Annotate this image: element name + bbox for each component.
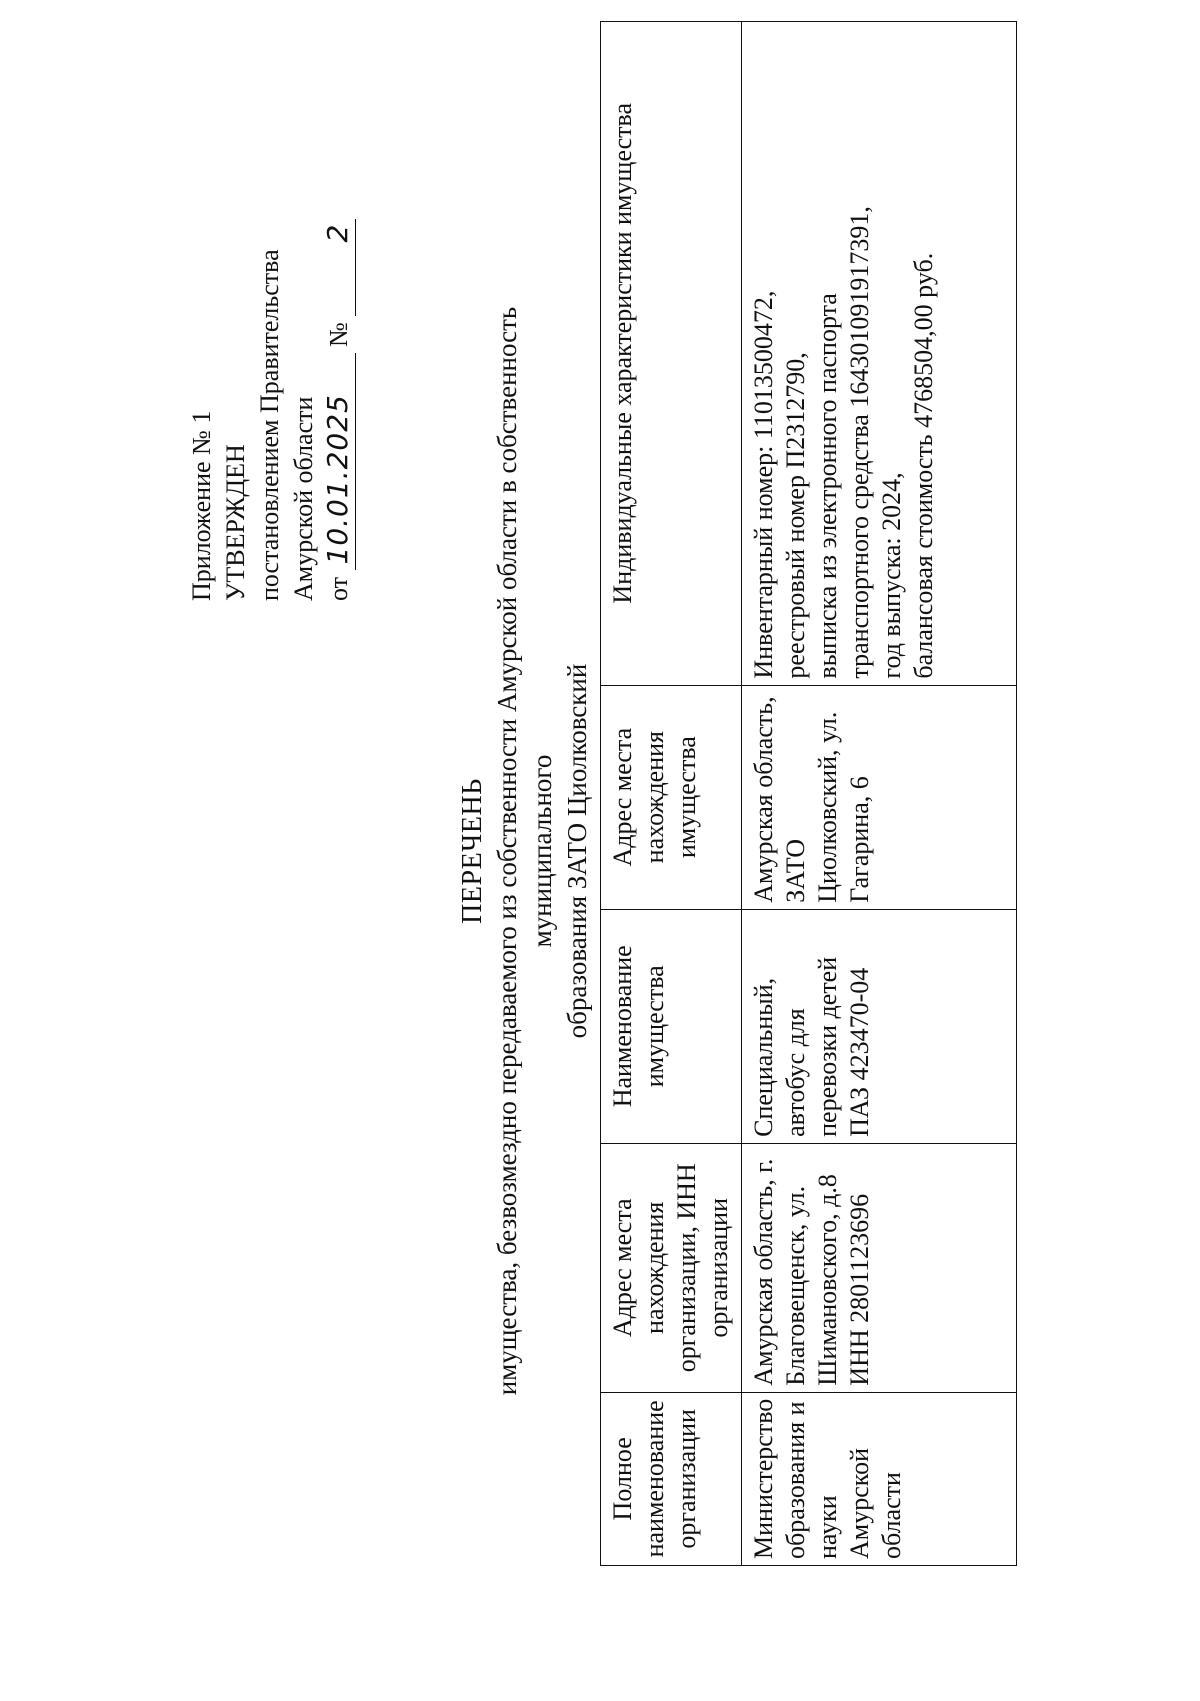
approval-authority-line2: Амурской области: [289, 396, 318, 601]
cell-org-address: Амурская область, г. Благовещенск, ул. Шимановского, д.8 ИНН 2801123696: [742, 1143, 1017, 1392]
handwritten-number: 2: [321, 219, 356, 316]
header-property-name: Наименование имущества: [601, 909, 742, 1143]
document-title: [455, 251, 595, 1451]
page-title: ПЕРЕЧЕНЬ: [457, 778, 488, 924]
table-header-row: [601, 22, 742, 1566]
header-property-address: Адрес места нахождения имущества: [601, 685, 742, 909]
table-row: [742, 22, 1017, 1566]
subtitle-line1: имущества, безвозмездно передаваемого из собственности Амурской области в собственность муниципального: [492, 306, 557, 1396]
approval-authority-line1: постановлением Правительства: [255, 249, 284, 601]
from-label: от: [324, 576, 353, 601]
header-org-name: Полное наименование организации: [601, 1392, 742, 1565]
cell-characteristics: Инвентарный номер: 11013500472, реестровый номер П2312790, выписка из электронного паспорта транспортного средства 164301091917391, год выпуска: 2024, балансовая стоимость 4768504,00 руб.: [742, 22, 1017, 686]
number-label: №: [324, 322, 353, 347]
subtitle-line2: образования ЗАТО Циолковский: [562, 663, 592, 1039]
header-characteristics: Индивидуальные характеристики имущества: [601, 22, 742, 686]
approval-stamp: [185, 41, 356, 601]
approval-date-line: [321, 41, 356, 601]
header-org-address: Адрес места нахождения организации, ИНН организации: [601, 1143, 742, 1392]
cell-property-name: Специальный, автобус для перевозки детей ПАЗ 423470-04: [742, 909, 1017, 1143]
appendix-label: Приложение № 1: [187, 410, 216, 601]
handwritten-date: 10.01.2025: [321, 353, 356, 570]
property-table: [600, 21, 1017, 1566]
cell-property-address: Амурская область, ЗАТО Циолковский, ул. Гагарина, 6: [742, 685, 1017, 909]
cell-org-name: Министерство образования и науки Амурской области: [742, 1392, 1017, 1565]
approved-label: УТВЕРЖДЕН: [221, 444, 250, 601]
